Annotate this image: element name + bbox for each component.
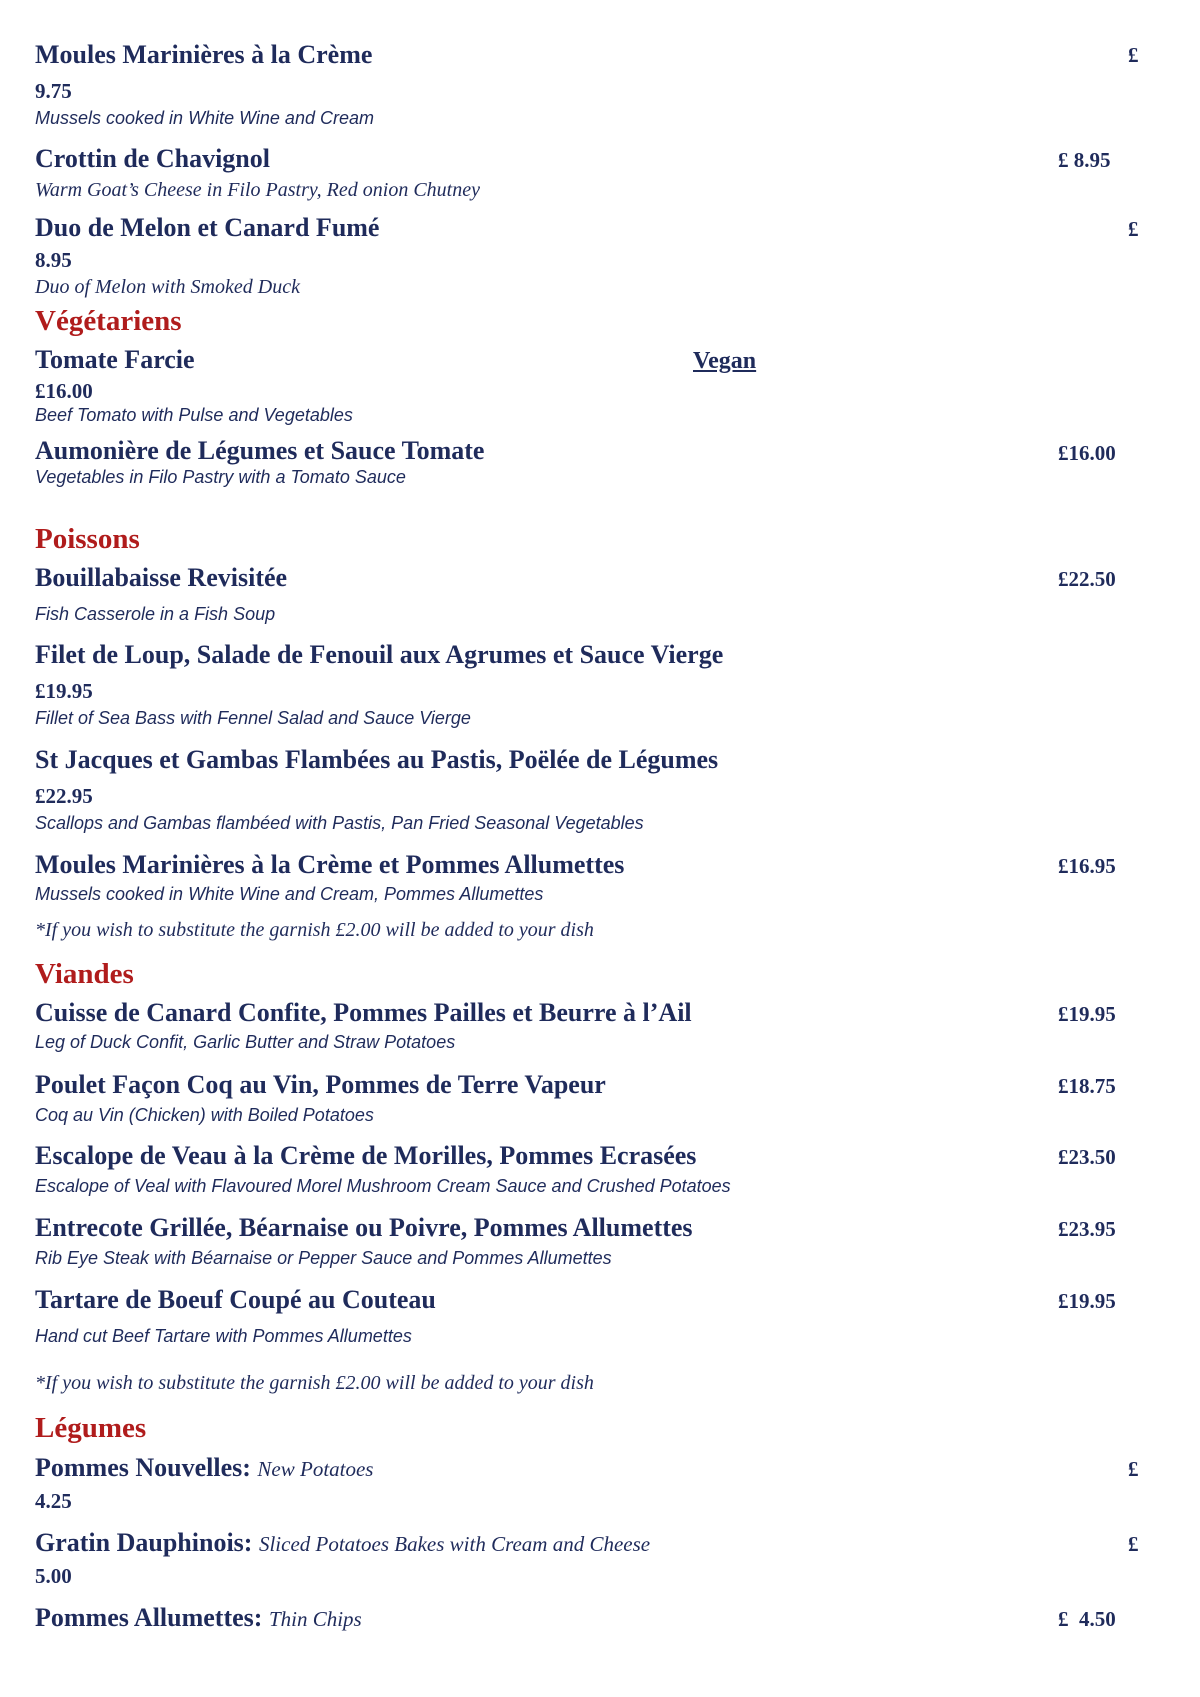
dish-name: Moules Marinières à la Crème et Pommes Allumettes: [35, 850, 625, 879]
dish-price: £18.75: [1058, 1074, 1116, 1098]
dish-name: Entrecote Grillée, Béarnaise ou Poivre, Pommes Allumettes: [35, 1213, 693, 1242]
dish-description: Coq au Vin (Chicken) with Boiled Potatoes: [35, 1105, 374, 1125]
side-name: Gratin Dauphinois:: [35, 1528, 253, 1557]
dish-price: £22.50: [1058, 567, 1116, 591]
dish-name: Crottin de Chavignol: [35, 144, 270, 173]
dish-price: £16.00: [35, 379, 93, 403]
side-description: Thin Chips: [268, 1607, 362, 1631]
dish-price: £ 8.95: [1058, 148, 1111, 172]
side-name: Pommes Nouvelles:: [35, 1453, 251, 1482]
section-title-poissons: Poissons: [35, 523, 140, 555]
dish-name: Bouillabaisse Revisitée: [35, 563, 288, 592]
dish-price: £22.95: [35, 784, 93, 808]
dish-name: Poulet Façon Coq au Vin, Pommes de Terre Vapeur: [35, 1070, 606, 1099]
garnish-note: *If you wish to substitute the garnish £2.00 will be added to your dish: [35, 1372, 594, 1394]
dish-description: Vegetables in Filo Pastry with a Tomato Sauce: [35, 467, 406, 487]
dish-name: St Jacques et Gambas Flambées au Pastis, Poëlée de Légumes: [35, 745, 719, 774]
dish-price: £23.95: [1058, 1217, 1116, 1241]
side-name: Pommes Allumettes:: [35, 1603, 263, 1632]
side-price: 5.00: [35, 1564, 72, 1588]
side-currency: £: [1128, 1532, 1139, 1556]
dish-price: 9.75: [35, 79, 72, 103]
dish-description: Rib Eye Steak with Béarnaise or Pepper Sauce and Pommes Allumettes: [35, 1248, 612, 1268]
dish-description: Warm Goat’s Cheese in Filo Pastry, Red onion Chutney: [35, 179, 480, 201]
dish-name: Aumonière de Légumes et Sauce Tomate: [35, 436, 485, 465]
section-title-legumes: Légumes: [35, 1412, 147, 1444]
side-currency: £: [1128, 1457, 1139, 1481]
side-item: [35, 1603, 362, 1634]
side-item: [35, 1453, 373, 1484]
dish-description: Fillet of Sea Bass with Fennel Salad and Sauce Vierge: [35, 708, 471, 728]
dish-price: £16.95: [1058, 854, 1116, 878]
side-price: £ 4.50: [1058, 1607, 1116, 1631]
dish-price: £19.95: [1058, 1289, 1116, 1313]
dish-name: Tomate Farcie: [35, 345, 195, 374]
dish-name: Cuisse de Canard Confite, Pommes Pailles et Beurre à l’Ail: [35, 998, 692, 1027]
side-price: 4.25: [35, 1489, 72, 1513]
dish-currency: £: [1128, 43, 1139, 67]
section-title-vegetariens: Végétariens: [35, 305, 182, 337]
dish-description: Leg of Duck Confit, Garlic Butter and Straw Potatoes: [35, 1032, 456, 1052]
dish-currency: £: [1128, 217, 1139, 241]
side-description: New Potatoes: [257, 1457, 374, 1481]
dish-description: Mussels cooked in White Wine and Cream: [35, 108, 374, 128]
dish-name: Tartare de Boeuf Coupé au Couteau: [35, 1285, 436, 1314]
dish-description: Fish Casserole in a Fish Soup: [35, 604, 276, 624]
dish-description: Mussels cooked in White Wine and Cream, Pommes Allumettes: [35, 884, 544, 904]
dish-description: Beef Tomato with Pulse and Vegetables: [35, 405, 353, 425]
dish-name: Escalope de Veau à la Crème de Morilles, Pommes Ecrasées: [35, 1141, 697, 1170]
dish-description: Scallops and Gambas flambéed with Pastis, Pan Fried Seasonal Vegetables: [35, 813, 644, 833]
dish-price: 8.95: [35, 248, 72, 272]
dish-price: £23.50: [1058, 1145, 1116, 1169]
dish-price: £19.95: [35, 679, 93, 703]
garnish-note: *If you wish to substitute the garnish £2.00 will be added to your dish: [35, 919, 594, 941]
section-title-viandes: Viandes: [35, 958, 134, 990]
dish-description: Duo of Melon with Smoked Duck: [35, 276, 300, 298]
dish-name: Moules Marinières à la Crème: [35, 40, 373, 69]
side-item: [35, 1528, 650, 1559]
dish-name: Filet de Loup, Salade de Fenouil aux Agrumes et Sauce Vierge: [35, 640, 724, 669]
side-description: Sliced Potatoes Bakes with Cream and Cheese: [258, 1532, 651, 1556]
dish-price: £19.95: [1058, 1002, 1116, 1026]
vegan-tag: Vegan: [693, 348, 757, 374]
dish-description: Escalope of Veal with Flavoured Morel Mushroom Cream Sauce and Crushed Potatoes: [35, 1176, 731, 1196]
dish-name: Duo de Melon et Canard Fumé: [35, 213, 380, 242]
dish-description: Hand cut Beef Tartare with Pommes Allumettes: [35, 1326, 412, 1346]
dish-price: £16.00: [1058, 441, 1116, 465]
